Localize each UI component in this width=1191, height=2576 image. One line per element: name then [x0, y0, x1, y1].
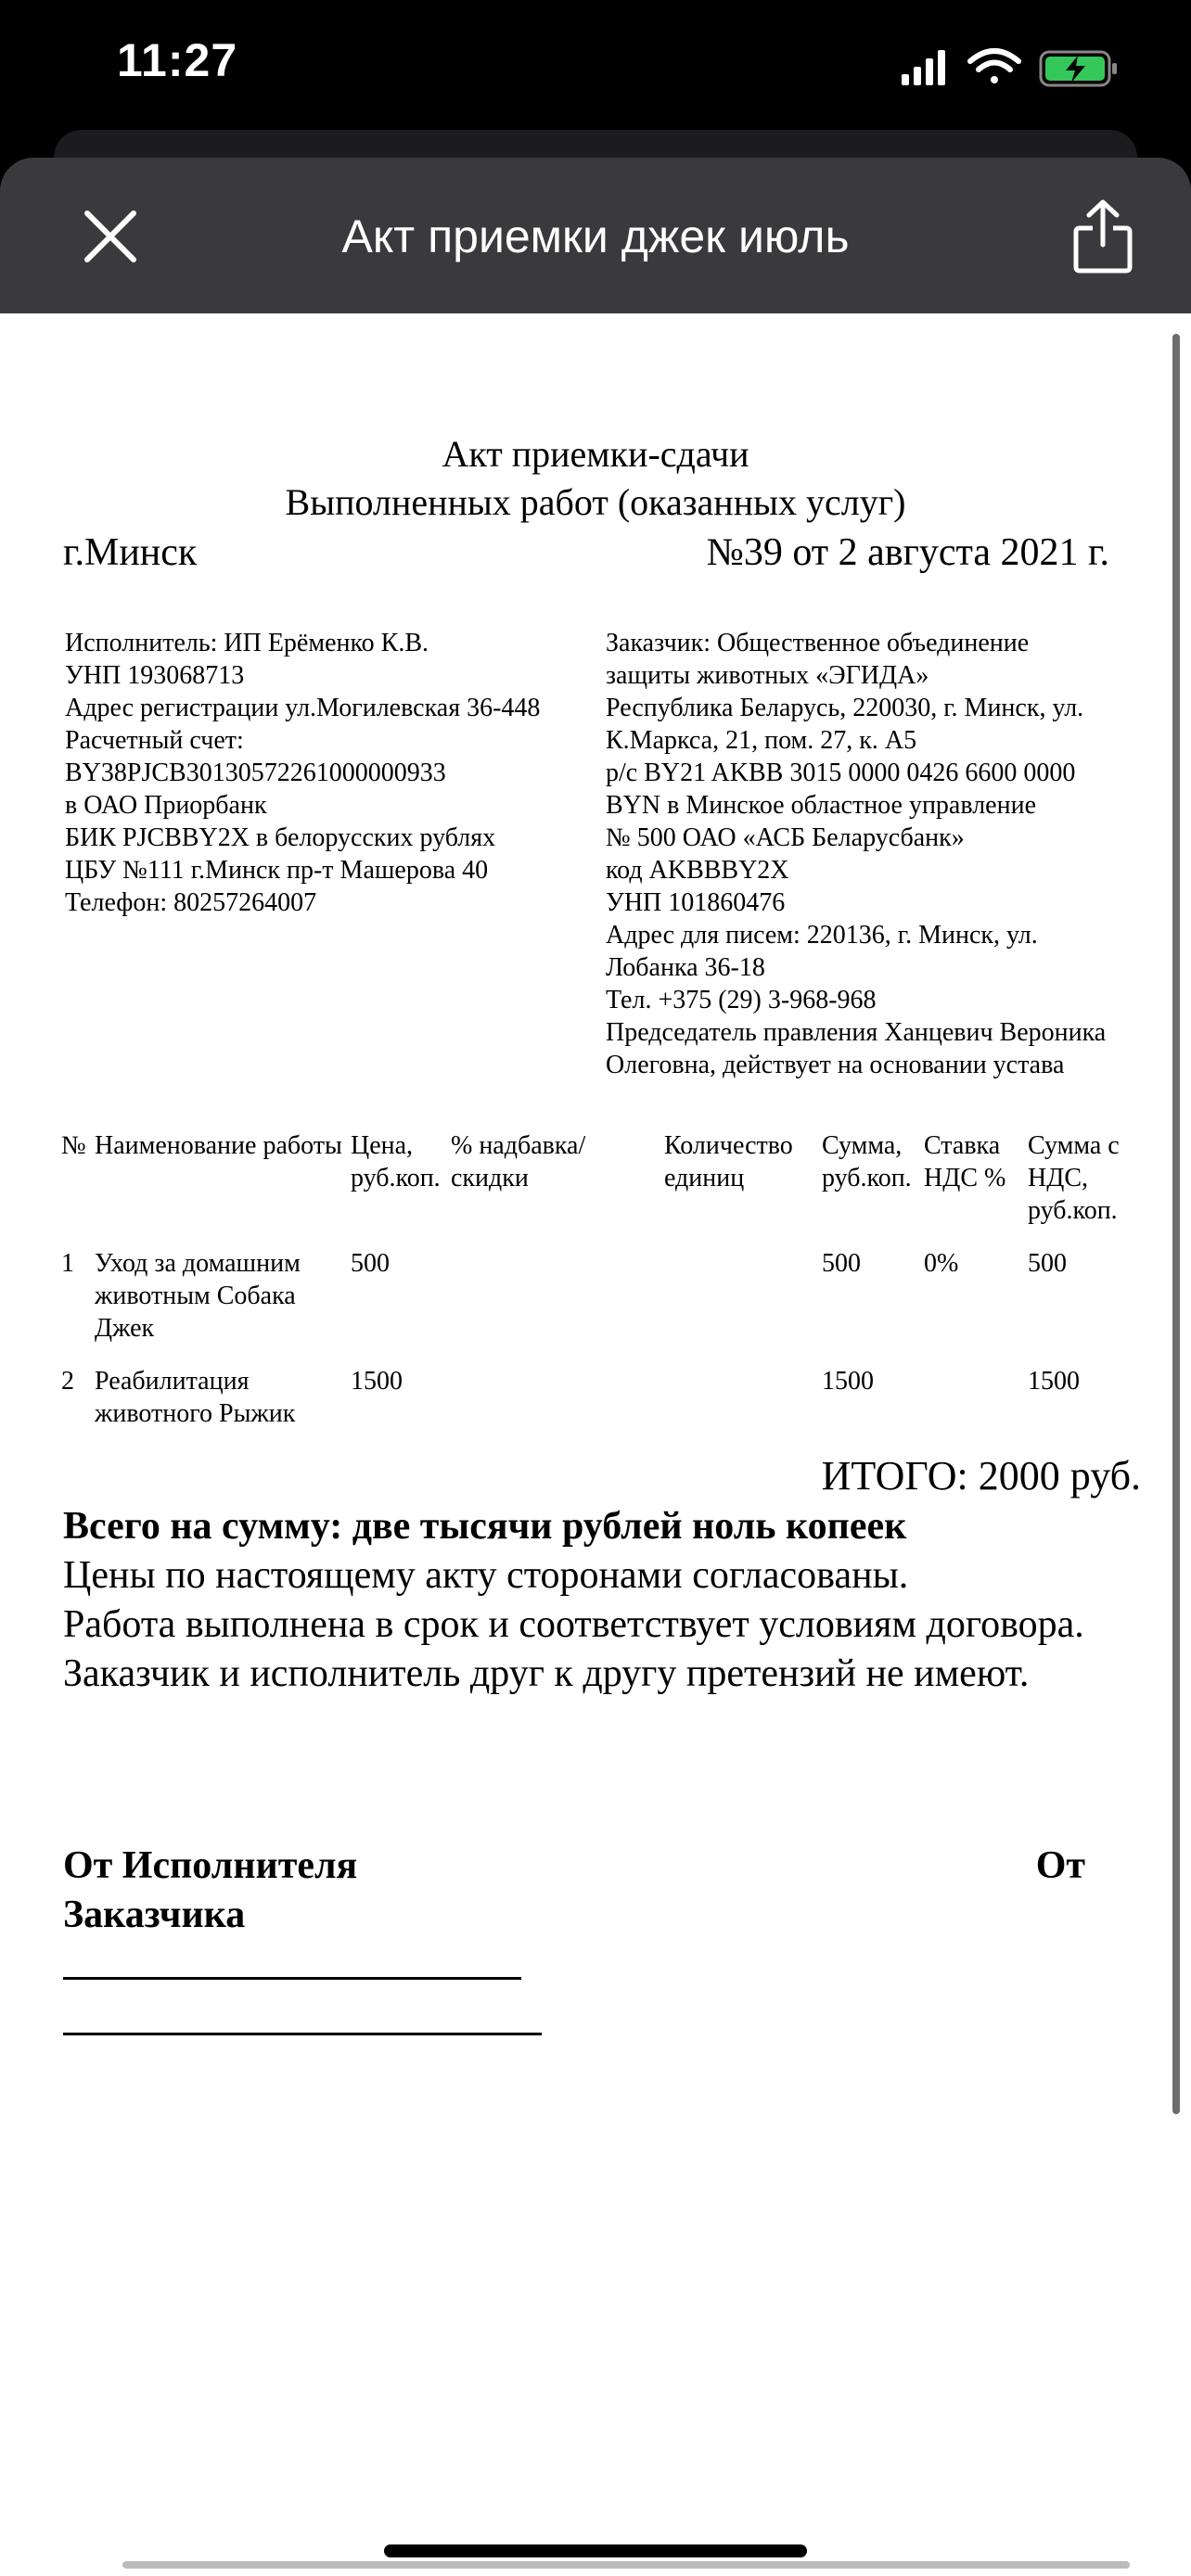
col-sum-header: Сумма, руб.коп.	[822, 1131, 912, 1192]
col-vat-rate-header: Ставка НДС %	[924, 1131, 1006, 1192]
share-icon[interactable]	[1072, 198, 1133, 274]
col-sum-vat-header: Сумма с НДС, руб.коп.	[1028, 1131, 1120, 1225]
customer-line: защиты животных «ЭГИДА»	[606, 661, 929, 690]
sign-customer-label-cont: Заказчика	[63, 1894, 246, 1936]
work-done-line: Работа выполнена в срок и соответствует условиям договора.	[63, 1603, 1084, 1646]
customer-line: Олеговна, действует на основании устава	[606, 1051, 1065, 1079]
customer-line: Адрес для писем: 220136, г. Минск, ул.	[606, 921, 1038, 950]
executor-line: Исполнитель: ИП Ерёменко К.В.	[65, 629, 429, 657]
row-price: 500	[351, 1249, 390, 1278]
close-icon[interactable]	[80, 206, 141, 267]
customer-line: Республика Беларусь, 220030, г. Минск, ул.	[606, 694, 1084, 722]
customer-details	[606, 627, 1106, 1081]
customer-line: № 500 ОАО «АСБ Беларусбанк»	[606, 823, 965, 852]
cellular-signal-icon	[902, 50, 945, 85]
col-name-header: Наименование работы	[95, 1131, 342, 1160]
row-vat-rate	[924, 1365, 1028, 1450]
customer-line: Заказчик: Общественное объединение	[606, 629, 1030, 657]
col-qty-header: Количество единиц	[664, 1131, 793, 1192]
customer-line: BYN в Минское областное управление	[606, 791, 1037, 820]
row-num: 1	[61, 1249, 74, 1278]
row-sum: 1500	[822, 1367, 874, 1396]
document-title: Акт приемки джек июль	[341, 210, 850, 262]
wifi-icon	[970, 51, 1018, 83]
row-name: Уход за домашним животным Собака Джек	[95, 1249, 301, 1343]
executor-line: Расчетный счет:	[65, 726, 244, 755]
act-body-text	[63, 1502, 1139, 1699]
viewer-header	[0, 158, 1191, 313]
executor-line: BY38PJCB30130572261000000933	[65, 759, 446, 787]
act-subtitle: Выполненных работ (оказанных услуг)	[285, 481, 906, 523]
row-qty	[664, 1247, 822, 1365]
col-price-header: Цена, руб.коп.	[351, 1131, 441, 1192]
city-date-row	[63, 530, 1109, 575]
customer-line: р/с BY21 AKBB 3015 0000 0426 6600 0000	[606, 759, 1076, 787]
executor-line: Адрес регистрации ул.Могилевская 36-448	[65, 694, 541, 722]
status-time: 11:27	[117, 34, 238, 86]
row-name: Реабилитация животного Рыжик	[95, 1367, 296, 1428]
status-icons	[900, 45, 1122, 91]
act-title: Акт приемки-сдачи	[442, 433, 749, 475]
customer-line: код AKBBBY2X	[606, 856, 789, 885]
row-price: 1500	[351, 1367, 403, 1396]
scrollbar[interactable]	[1172, 334, 1180, 2114]
works-table	[61, 1129, 1143, 1450]
sum-in-words: Всего на сумму: две тысячи рублей ноль копеек	[63, 1505, 907, 1548]
row-markup	[451, 1365, 664, 1450]
customer-signature-line	[63, 2033, 542, 2035]
customer-line: Лобанка 36-18	[606, 953, 765, 982]
customer-line: Тел. +375 (29) 3-968-968	[606, 986, 877, 1014]
no-claims-line: Заказчик и исполнитель друг к другу претензий не имеют.	[63, 1652, 1030, 1695]
total-amount: ИТОГО: 2000 руб.	[821, 1453, 1141, 1498]
executor-details	[65, 627, 540, 919]
row-vat-rate: 0%	[924, 1249, 959, 1278]
signatures-block	[63, 1842, 1109, 1940]
city: г.Минск	[63, 531, 198, 574]
prices-agreed-line: Цены по настоящему акту сторонами согласованы.	[63, 1554, 909, 1597]
executor-line: ЦБУ №111 г.Минск пр-т Машерова 40	[65, 856, 489, 885]
row-qty	[664, 1365, 822, 1450]
row-markup	[451, 1247, 664, 1365]
table-row	[61, 1247, 1143, 1365]
table-header-row	[61, 1129, 1143, 1247]
act-number-date: №39 от 2 августа 2021 г.	[706, 531, 1109, 574]
executor-line: БИК PJCBBY2X в белорусских рублях	[65, 823, 496, 852]
col-num-header: №	[61, 1131, 86, 1160]
row-sum: 500	[822, 1249, 861, 1278]
status-bar	[0, 0, 1191, 139]
executor-signature-line	[63, 1977, 521, 1980]
customer-line: К.Маркса, 21, пом. 27, к. А5	[606, 726, 917, 755]
sign-executor-label: От Исполнителя	[63, 1844, 358, 1887]
customer-line: Председатель правления Ханцевич Вероника	[606, 1018, 1107, 1047]
row-sum-vat: 1500	[1028, 1367, 1080, 1396]
battery-charging-icon	[1041, 52, 1117, 85]
row-sum-vat: 500	[1028, 1249, 1067, 1278]
customer-line: УНП 101860476	[606, 888, 786, 917]
executor-line: Телефон: 80257264007	[65, 888, 317, 917]
row-num: 2	[61, 1367, 74, 1396]
table-row	[61, 1365, 1143, 1450]
col-markup-header: % надбавка/ скидки	[451, 1131, 586, 1192]
horizontal-scrollbar[interactable]	[122, 2561, 1130, 2569]
executor-line: УНП 193068713	[65, 661, 245, 690]
sign-customer-label: От	[1035, 1844, 1085, 1887]
executor-line: в ОАО Приорбанк	[65, 791, 267, 820]
home-indicator[interactable]	[384, 2544, 807, 2557]
